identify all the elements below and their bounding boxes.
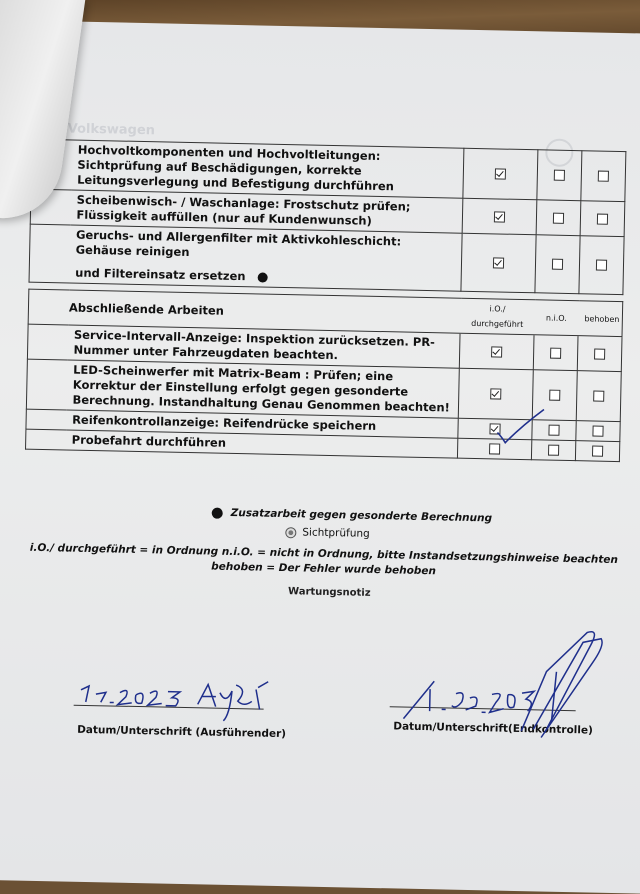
io-checkbox[interactable] (495, 168, 506, 179)
behoben-checkbox[interactable] (593, 391, 604, 402)
table-row (29, 224, 624, 294)
task-text-line: und Filtereinsatz ersetzen (75, 265, 246, 284)
legend-visual-check: Sichtprüfung (285, 526, 370, 540)
behoben-checkbox[interactable] (597, 213, 608, 224)
legend-extra-charge: Zusatzarbeit gegen gesonderte Berechnung (212, 507, 493, 525)
task-text (69, 225, 462, 291)
column-header-nio: n.i.O. (534, 300, 579, 336)
maintenance-note-title: Wartungsnotiz (287, 586, 371, 599)
handwritten-date-right (403, 681, 534, 722)
nio-checkbox[interactable] (549, 390, 560, 401)
task-text: Probefahrt durchführen (66, 430, 458, 458)
task-text-line: Geruchs- und Allergenfilter mit Aktivkohleschicht: Gehäuse reinigen (75, 227, 402, 260)
behoben-checkbox[interactable] (596, 260, 607, 271)
section-title: Abschließende Arbeiten (28, 289, 461, 333)
handwritten-date-left (81, 686, 180, 706)
extra-charge-bullet-icon (257, 272, 267, 282)
io-checkbox[interactable] (490, 388, 501, 399)
radio-dot-icon (285, 527, 296, 538)
behoben-checkbox[interactable] (598, 171, 609, 182)
behoben-checkbox[interactable] (592, 445, 603, 456)
io-checkbox[interactable] (491, 346, 502, 357)
task-text: Reifenkontrollanzeige: Reifendrücke speichern (66, 410, 458, 438)
behoben-checkbox[interactable] (592, 426, 603, 437)
nio-checkbox[interactable] (554, 170, 565, 181)
behoben-checkbox[interactable] (594, 348, 605, 359)
handwritten-signature-left (197, 680, 268, 721)
nio-checkbox[interactable] (548, 425, 559, 436)
faint-brand-text: Volkswagen (67, 121, 156, 139)
task-text: Service-Intervall-Anzeige: Inspektion zurücksetzen. PR-Nummer unter Fahrzeugdaten beachten. (67, 325, 460, 368)
io-checkbox[interactable] (494, 211, 505, 222)
black-dot-icon (212, 507, 223, 518)
signature-line-left (74, 705, 264, 710)
legend-definitions: i.O./ durchgeführt = in Ordnung n.i.O. = nicht in Ordnung, bitte Instandsetzungshinweise beachten behoben = Der Fehler wurde behoben (29, 541, 619, 578)
signature-label-executor: Datum/Unterschrift (Ausführender) (77, 723, 287, 741)
task-text: LED-Scheinwerfer mit Matrix-Beam : Prüfen; eine Korrektur der Einstellung erfolgt gegen gesonderte Berechnung. Instandhaltung Genau Genommen beachten! (66, 360, 459, 418)
nio-checkbox[interactable] (550, 347, 561, 358)
column-header-behoben: behoben (578, 301, 623, 337)
task-text: Hochvoltkomponenten und Hochvoltleitungen: Sichtprüfung auf Beschädigungen, korrekte Leitungsverlegung und Befestigung durchführen (71, 140, 464, 198)
nio-checkbox[interactable] (548, 445, 559, 456)
task-text: Scheibenwisch- / Waschanlage: Frostschutz prüfen; Flüssigkeit auffüllen (nur auf Kundenwunsch) (70, 190, 463, 233)
io-checkbox[interactable] (489, 423, 500, 434)
nio-checkbox[interactable] (553, 212, 564, 223)
column-header-io: i.O./ durchgeführt (460, 298, 535, 335)
maintenance-checklist-page (0, 20, 640, 894)
io-checkbox[interactable] (493, 257, 504, 268)
checklist-table-a (29, 139, 627, 295)
checklist-table-final-work (25, 289, 623, 462)
nio-checkbox[interactable] (552, 259, 563, 270)
signature-line-right (390, 706, 576, 711)
io-checkbox[interactable] (489, 443, 500, 454)
signature-label-final-check: Datum/Unterschrift(Endkontrolle) (393, 720, 593, 737)
